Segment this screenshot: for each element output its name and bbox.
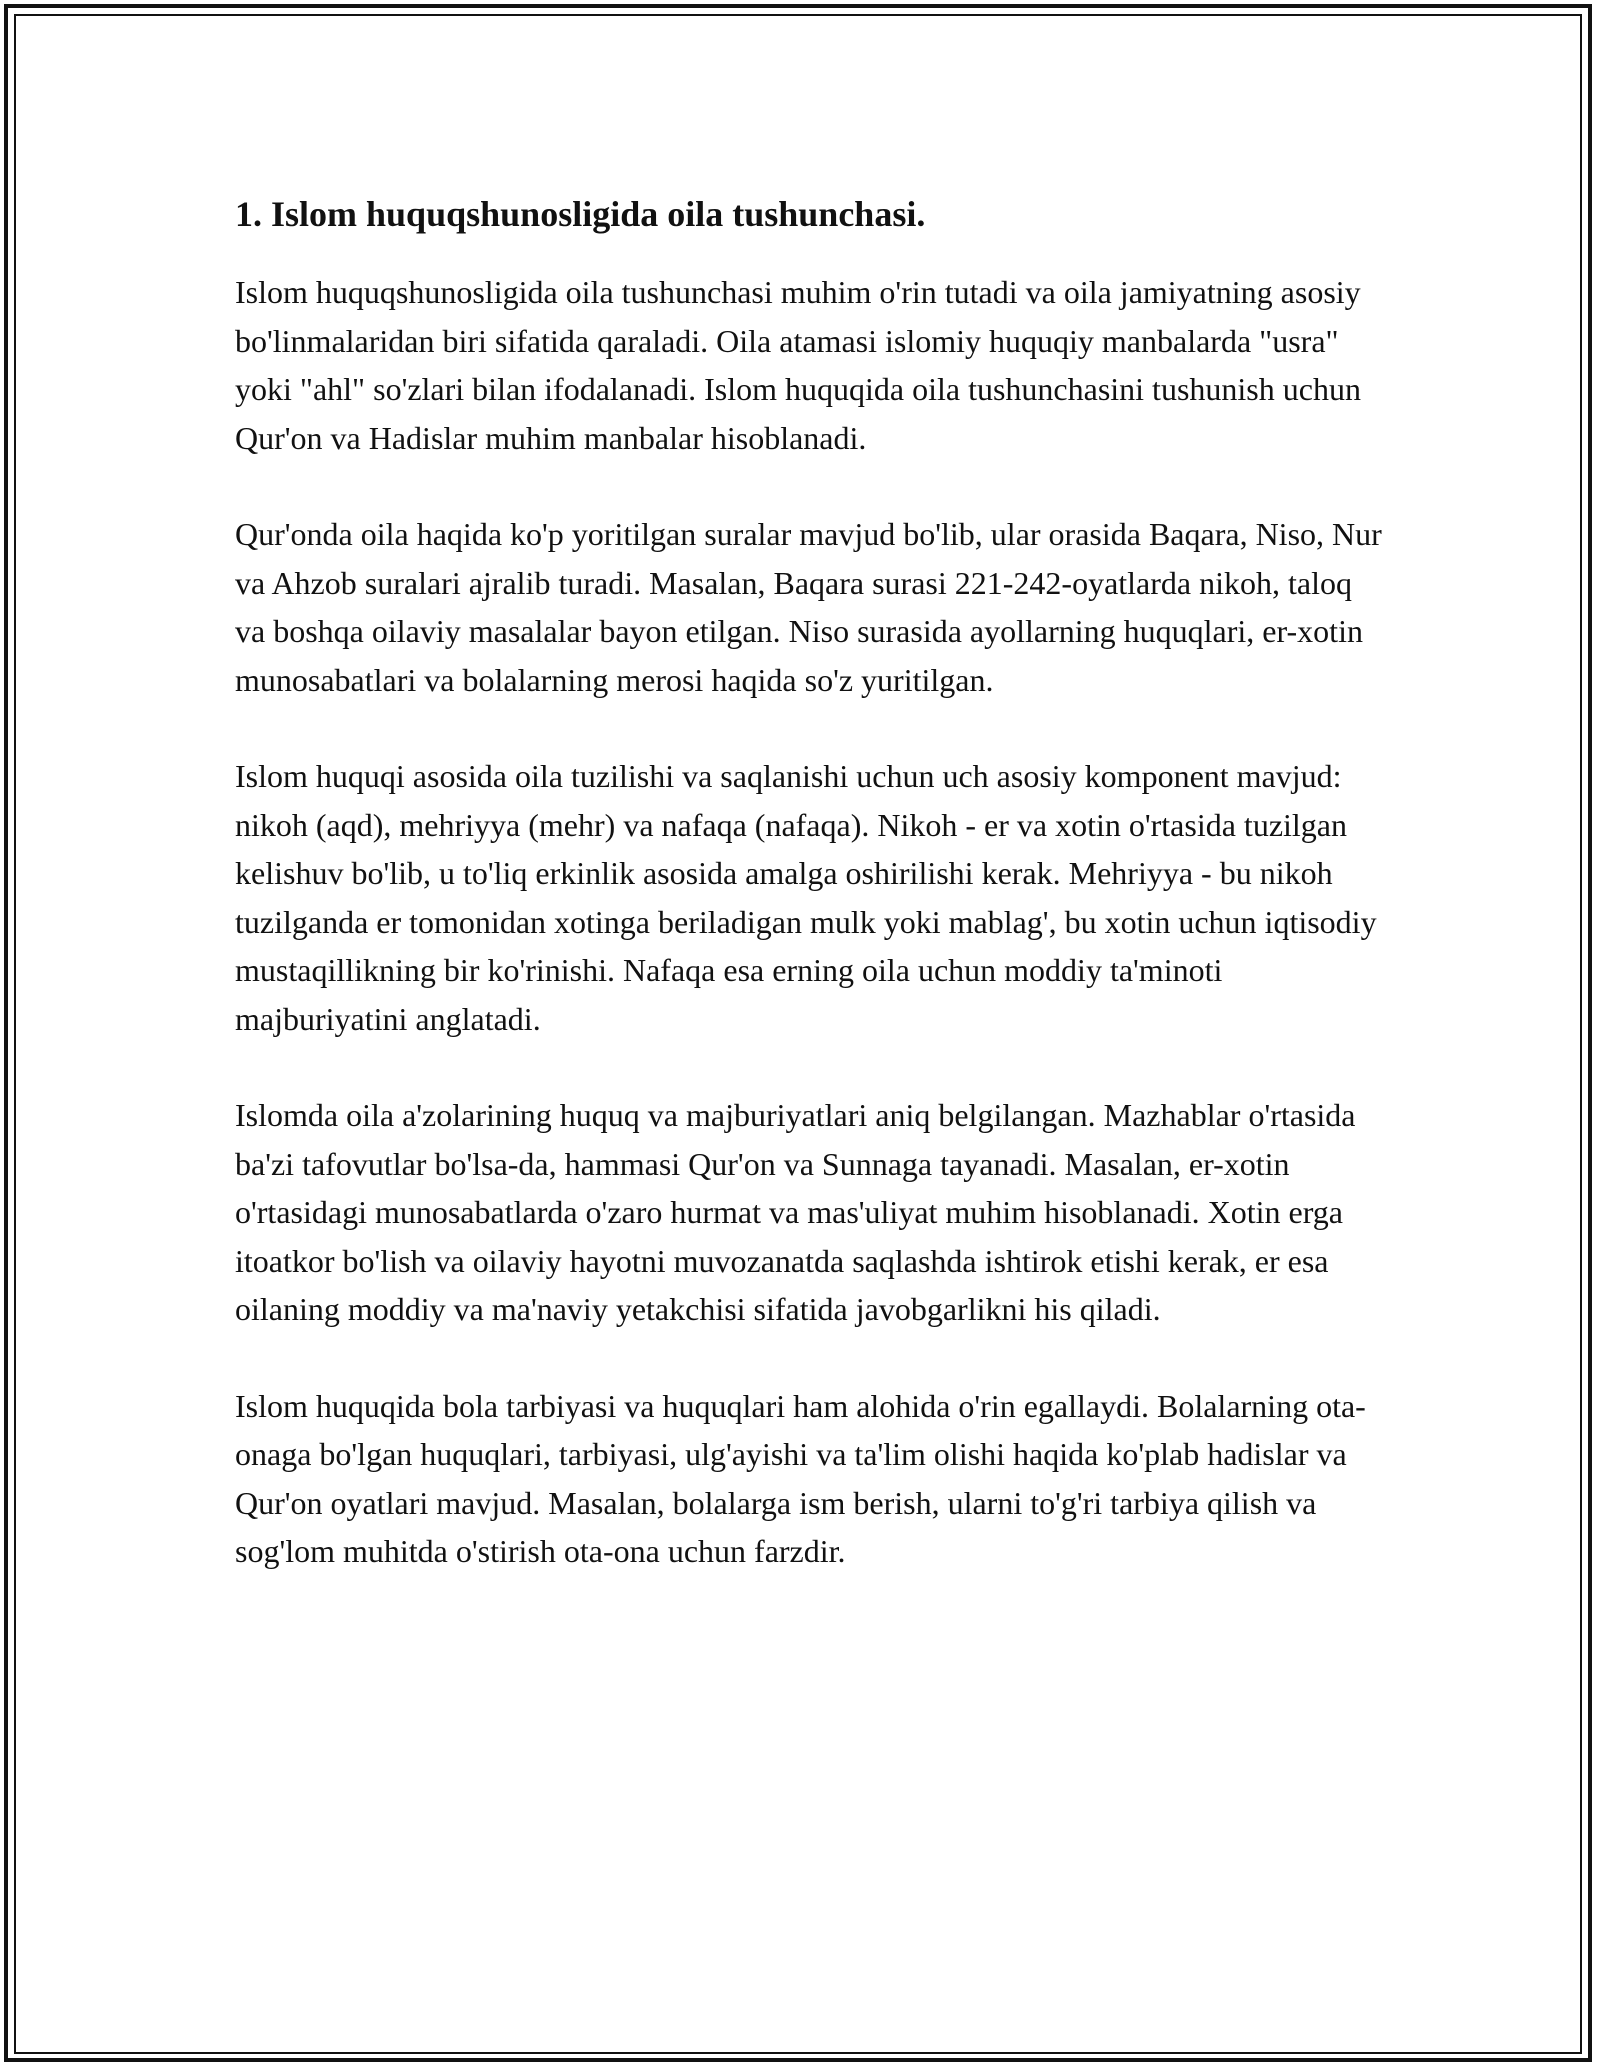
paragraph-1: Islom huquqshunosligida oila tushunchasi muhim o'rin tutadi va oila jamiyatning asosiy bo'linmalaridan biri sifatida qaraladi. Oila atamasi islomiy huquqiy manbalarda "usra" yoki "ahl" so'zlari bilan ifodalanadi. Islom huquqida oila tushunchasini tushunish uchun Qur'on va Hadislar muhim manbalar hisoblanadi. xyxy=(235,274,1361,456)
paragraph-2: Qur'onda oila haqida ko'p yoritilgan suralar mavjud bo'lib, ular orasida Baqara, Niso, Nur va Ahzob suralari ajralib turadi. Masalan, Baqara surasi 221-242-oyatlarda nikoh, taloq va boshqa oilaviy masalalar bayon etilgan. Niso surasida ayollarning huquqlari, er-xotin munosabatlari va bolalarning merosi haqida so'z yuritilgan. xyxy=(235,516,1382,698)
section-heading: 1. Islom huquqshunosligida oila tushunchasi. xyxy=(235,194,926,234)
paragraph-4: Islomda oila a'zolarining huquq va majburiyatlari aniq belgilangan. Mazhablar o'rtasida ba'zi tafovutlar bo'lsa-da, hammasi Qur'on va Sunnaga tayanadi. Masalan, er-xotin o'rtasidagi munosabatlarda o'zaro hurmat va mas'uliyat muhim hisoblanadi. Xotin erga itoatkor bo'lish va oilaviy hayotni muvozanatda saqlashda ishtirok etishi kerak, er esa oilaning moddiy va ma'naviy yetakchisi sifatida javobgarlikni his qiladi. xyxy=(235,1097,1356,1327)
paragraph-5: Islom huquqida bola tarbiyasi va huquqlari ham alohida o'rin egallaydi. Bolalarning ota-onaga bo'lgan huquqlari, tarbiyasi, ulg'ayishi va ta'lim olishi haqida ko'plab hadislar va Qur'on oyatlari mavjud. Masalan, bolalarga ism berish, ularni to'g'ri tarbiya qilish va sog'lom muhitda o'stirish ota-ona uchun farzdir. xyxy=(235,1387,1366,1569)
paragraph-3: Islom huquqi asosida oila tuzilishi va saqlanishi uchun uch asosiy komponent mavjud: nikoh (aqd), mehriyya (mehr) va nafaqa (nafaqa). Nikoh - er va xotin o'rtasida tuzilgan kelishuv bo'lib, u to'liq erkinlik asosida amalga oshirilishi kerak. Mehriyya - bu nikoh tuzilganda er tomonidan xotinga beriladigan mulk yoki mablag', bu xotin uchun iqtisodiy mustaqillikning bir ko'rinishi. Nafaqa esa erning oila uchun moddiy ta'minoti majburiyatini anglatadi. xyxy=(235,758,1377,1037)
document-body xyxy=(235,190,1385,1624)
